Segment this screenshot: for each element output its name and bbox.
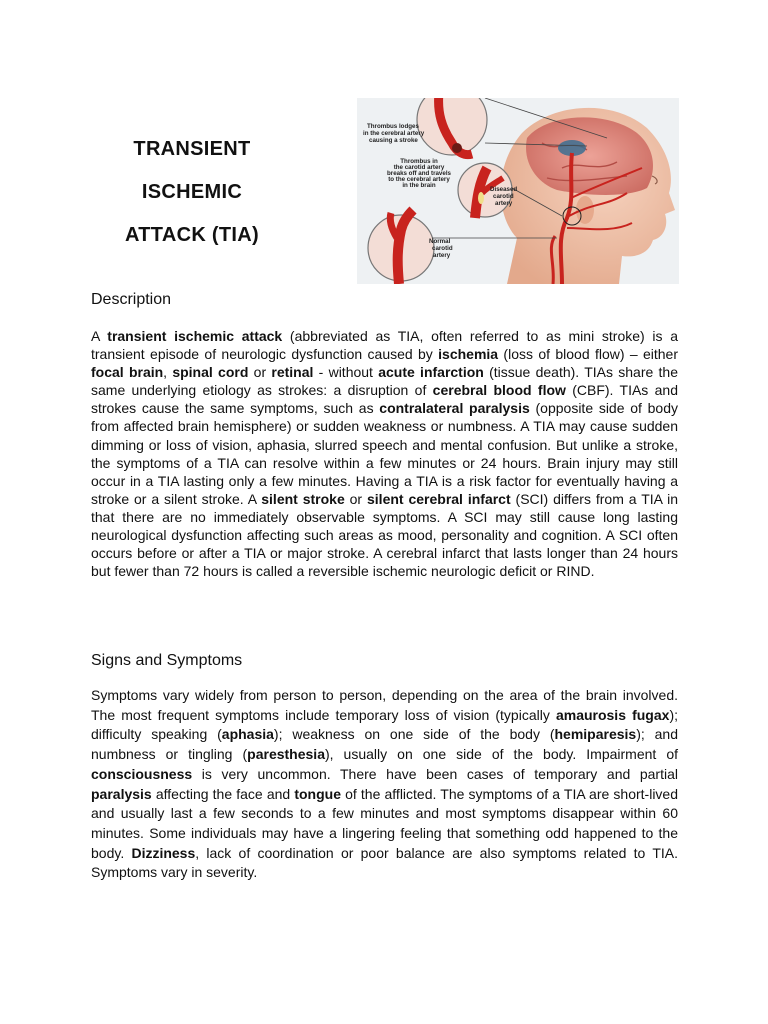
text-run: (loss of blood flow) – either [498, 346, 678, 363]
bold-term: silent cerebral infarct [367, 490, 511, 507]
callout-label-normal [429, 238, 453, 259]
text-run: (opposite side of body from affected brain hemisphere) or sudden weakness or numbness. A TIA may cause sudden dimming or loss of vision, aphasia, slurred speech and mental confusion. But unlike a stroke, the symptoms of a TIA can resolve within a few minutes or 24 hours. Brain injury may still occur in a TIA lasting only a few minutes. Having a TIA is a risk factor for eventually having a stroke or a silent stroke. A [91, 400, 678, 507]
bold-term: ischemia [438, 346, 499, 363]
text-run: ); and numbness or tingling ( [91, 726, 678, 763]
text-run: of the afflicted. The symptoms of a TIA are short-lived and usually last a few seconds to a few minutes and most symptoms disappear within 60 minutes. Some individuals may have a lingering feeling that something odd happened to the body. [91, 785, 678, 861]
label-diseased-2: carotid [493, 193, 514, 200]
bold-term: retinal [271, 364, 314, 381]
text-run: (CBF). TIAs and strokes cause the same symptoms, such as [91, 382, 678, 417]
text-run: (tissue death). TIAs share the same underlying etiology as strokes: a disruption of [91, 364, 678, 399]
title-line-2: ISCHEMIC [141, 181, 243, 203]
tia-anatomy-illustration [357, 98, 679, 284]
text-run: ), usually on one side of the body. Impairment of [324, 746, 678, 763]
signs-heading: Signs and Symptoms [91, 652, 243, 669]
bold-term: paralysis [91, 785, 152, 802]
bold-term: contralateral paralysis [379, 400, 530, 417]
bold-term: tongue [294, 785, 341, 802]
text-run: (SCI) differs from a TIA in that there are no immediately observable symptoms. A SCI may still cause long lasting neurological dysfunction affecting such areas as mood, personality and cognition. A SCI often occurs before or after a TIA or major stroke. A cerebral infarct that lasts longer than 24 hours but fewer than 72 hours is called a reversible ischemic neurologic deficit or RIND. [91, 490, 679, 580]
label-mid-1: Thrombus in [400, 158, 438, 165]
bold-term: cerebral blood flow [432, 382, 566, 399]
text-run: , [163, 364, 173, 381]
text-run: Symptoms vary widely from person to person, depending on the area of the brain involved. The most frequent symptoms include temporary loss of vision (typically [91, 687, 678, 723]
description-heading: Description [91, 291, 172, 308]
signs-paragraph [91, 686, 678, 883]
text-run: or [344, 490, 367, 507]
bold-term: consciousness [91, 765, 193, 782]
bold-term: focal brain [91, 364, 164, 381]
label-top-2: in the cerebral artery [363, 130, 425, 137]
text-run: is very uncommon. There have been cases of temporary and partial [192, 765, 678, 782]
title-line-3: ATTACK (TIA) [125, 224, 259, 246]
callout-label-top [363, 123, 425, 144]
bold-term: amaurosis fugax [555, 706, 670, 723]
document-title [92, 128, 292, 257]
label-diseased-3: artery [495, 200, 513, 207]
text-run: affecting the face and [151, 785, 295, 802]
text-run: ); weakness on one side of the body ( [273, 726, 555, 743]
bold-term: spinal cord [172, 364, 249, 381]
label-diseased-1: Diseased [490, 186, 518, 193]
label-top-1: Thrombus lodges [367, 123, 419, 130]
label-mid-2: the carotid artery [393, 164, 445, 171]
bold-term: paresthesia [247, 746, 325, 763]
text-run: or [248, 364, 272, 381]
bold-term: aphasia [221, 726, 274, 743]
label-mid-3: breaks off and travels [387, 170, 451, 177]
bold-term: silent stroke [261, 490, 345, 507]
description-paragraph [91, 327, 678, 580]
label-mid-4: to the cerebral artery [388, 176, 450, 183]
text-run: ); difficulty speaking ( [91, 706, 678, 743]
text-run: , lack of coordination or poor balance are also symptoms related to TIA. Symptoms vary in severity. [91, 844, 678, 881]
text-run: - without [313, 364, 379, 381]
title-line-1: TRANSIENT [133, 138, 251, 160]
label-normal-1: Normal [429, 238, 451, 245]
text-run: A [91, 328, 108, 344]
label-mid-5: in the brain [402, 182, 436, 189]
text-run: (abbreviated as TIA, often referred to as mini stroke) is a transient episode of neurologic dysfunction caused by [91, 328, 678, 363]
bold-term: hemiparesis [554, 726, 637, 743]
anatomy-svg [357, 98, 679, 284]
label-top-3: causing a stroke [369, 137, 418, 144]
bold-term: acute infarction [378, 364, 484, 381]
bold-term: Dizziness [131, 844, 196, 861]
label-normal-2: carotid [432, 245, 453, 252]
label-normal-3: artery [433, 252, 451, 259]
bold-term: transient ischemic attack [107, 328, 283, 344]
